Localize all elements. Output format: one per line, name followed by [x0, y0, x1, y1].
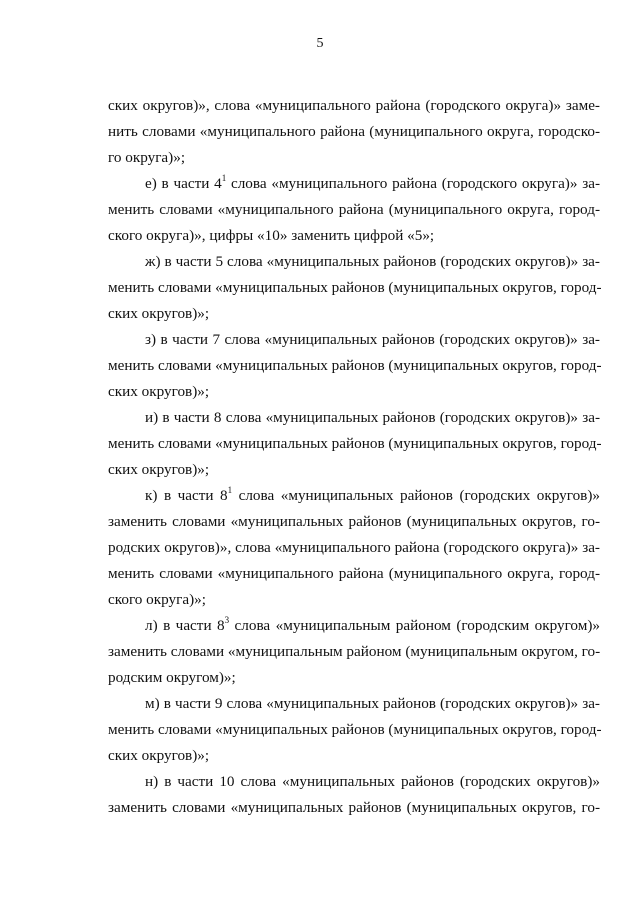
- text-line: заменить словами «муниципальных районов (муниципальных округов, го-: [108, 799, 600, 816]
- text-line: ских округов)»;: [108, 383, 210, 400]
- text-line: заменить словами «муниципальным районом (муниципальным округом, го-: [108, 643, 601, 660]
- superscript: 1: [227, 485, 233, 495]
- text-line: менить словами «муниципального района (муниципального округа, город-: [108, 201, 600, 218]
- text-line: менить словами «муниципальных районов (муниципальных округов, город-: [108, 279, 602, 296]
- text-line: заменить словами «муниципальных районов (муниципальных округов, го-: [108, 513, 600, 530]
- text-segment: слова «муниципального района (городского округа)» за-: [226, 175, 601, 192]
- text-segment: к) в части 8: [145, 487, 228, 504]
- text-line: ских округов)»;: [108, 305, 210, 322]
- text-line: ских округов)», слова «муниципального района (городского округа)» заме-: [108, 97, 600, 114]
- text-line: родских округов)», слова «муниципального района (городского округа)» за-: [108, 539, 600, 556]
- text-segment: слова «муниципальным районом (городским округом)»: [229, 617, 600, 634]
- text-line: н) в части 10 слова «муниципальных районов (городских округов)»: [145, 773, 600, 790]
- text-segment: е) в части 4: [145, 175, 222, 192]
- text-line: ского округа)»;: [108, 591, 206, 608]
- text-line: м) в части 9 слова «муниципальных районов (городских округов)» за-: [145, 695, 600, 712]
- text-line: з) в части 7 слова «муниципальных районов (городских округов)» за-: [145, 331, 600, 348]
- text-line: менить словами «муниципального района (муниципального округа, город-: [108, 565, 600, 582]
- text-line: и) в части 8 слова «муниципальных районов (городских округов)» за-: [145, 409, 600, 426]
- text-line: [108, 483, 600, 509]
- superscript: 1: [221, 173, 227, 183]
- text-line: родским округом)»;: [108, 669, 236, 686]
- text-line: менить словами «муниципальных районов (муниципальных округов, город-: [108, 435, 602, 452]
- text-line: менить словами «муниципальных районов (муниципальных округов, город-: [108, 721, 602, 738]
- page-number: 5: [316, 36, 324, 51]
- text-line: ского округа)», цифры «10» заменить цифрой «5»;: [108, 227, 435, 244]
- text-line: [108, 613, 600, 639]
- document-body: [108, 93, 600, 821]
- text-line: нить словами «муниципального района (муниципального округа, городско-: [108, 123, 600, 140]
- text-line: ских округов)»;: [108, 461, 210, 478]
- text-segment: л) в части 8: [145, 617, 225, 634]
- text-line: ж) в части 5 слова «муниципальных районов (городских округов)» за-: [145, 253, 600, 270]
- text-line: ских округов)»;: [108, 747, 210, 764]
- text-line: го округа)»;: [108, 149, 186, 166]
- text-line: менить словами «муниципальных районов (муниципальных округов, город-: [108, 357, 602, 374]
- text-line: [108, 171, 600, 197]
- text-segment: слова «муниципальных районов (городских округов)»: [232, 487, 600, 504]
- superscript: 3: [224, 615, 230, 625]
